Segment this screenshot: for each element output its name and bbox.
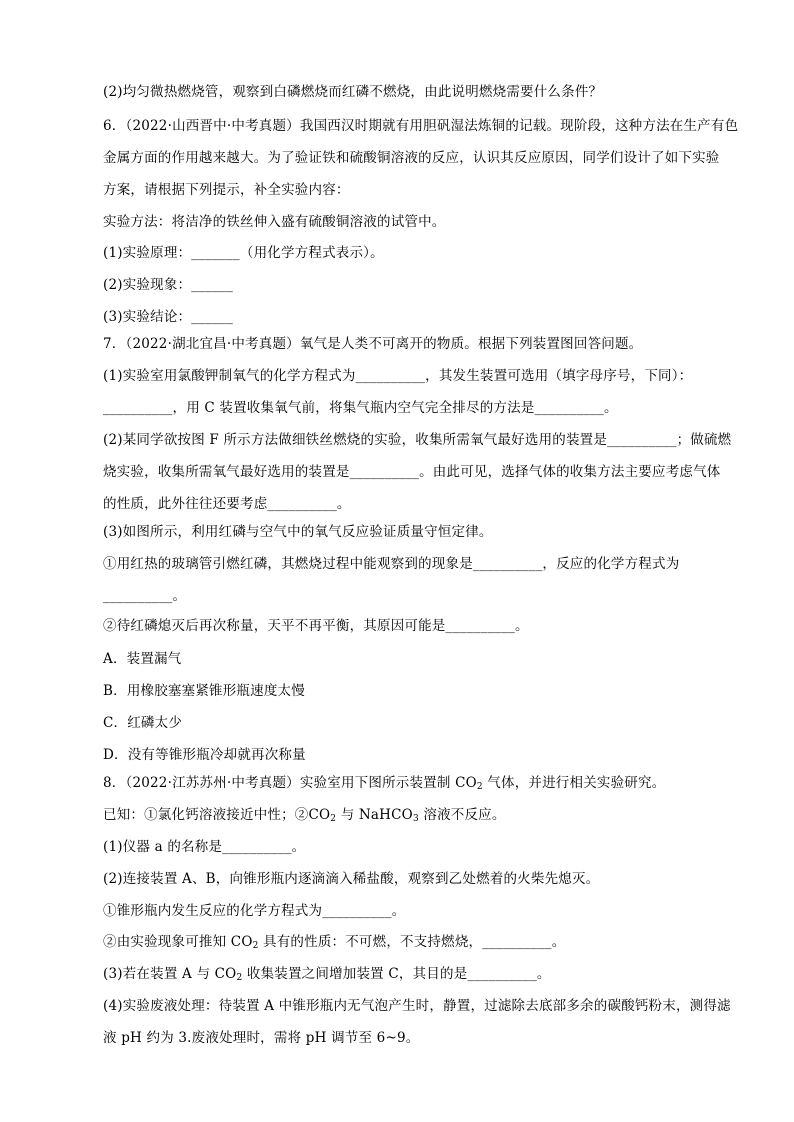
q7-part2-line1: (2)某同学欲按图 F 所示方法做细铁丝燃烧的实验，收集所需氧气最好选用的装置是__________；做硫燃	[103, 432, 732, 448]
q7-part3: (3)如图所示，利用红磷与空气中的氧气反应验证质量守恒定律。	[103, 524, 493, 540]
q6-method: 实验方法：将洁净的铁丝伸入盛有硫酸铜溶液的试管中。	[103, 214, 446, 230]
q6-intro-line1: 6．（2022·山西晋中·中考真题）我国西汉时期就有用胆矾湿法炼铜的记载。现阶段，这种方法在生产有色	[103, 118, 739, 134]
q7-part2-line3: 的性质，此外往往还要考虑__________。	[103, 496, 351, 512]
q8-part2-sub2: ②由实验现象可推知 $CO_2$ 具有的性质：不可燃，不支持燃烧，__________。	[103, 934, 566, 951]
q8-part2-sub1: ①锥形瓶内发生反应的化学方程式为__________。	[103, 903, 406, 919]
q6-part1: (1)实验原理：_______（用化学方程式表示）。	[103, 245, 384, 261]
q7-part3-sub2: ②待红磷熄灭后再次称量，天平不再平衡，其原因可能是__________。	[103, 618, 529, 634]
q8-part4-line2: 液 pH 约为 3.废液处理时，需将 pH 调节至 6~9。	[103, 1030, 420, 1046]
q6-intro-line3: 方案，请根据下列提示，补全实验内容：	[103, 182, 350, 198]
q7-option-b: B．用橡胶塞塞紧锥形瓶速度太慢	[103, 683, 305, 699]
q7-option-d: D．没有等锥形瓶冷却就再次称量	[103, 747, 306, 763]
q6-intro-line2: 金属方面的作用越来越大。为了验证铁和硫酸铜溶液的反应，认识其反应原因，同学们设计了如下实验	[103, 150, 720, 166]
q7-part2-line2: 烧实验，收集所需氧气最好选用的装置是__________。由此可见，选择气体的收集方法主要应考虑气体	[103, 464, 721, 480]
q7-part3-sub1-line2: __________。	[103, 588, 187, 604]
q7-part1-line1: (1)实验室用氯酸钾制氧气的化学方程式为__________，其发生装置可选用（填字母序号，下同）：	[103, 368, 693, 384]
q8-part4-line1: (4)实验废液处理：待装置 A 中锥形瓶内无气泡产生时，静置，过滤除去底部多余的碳酸钙粉末，测得滤	[103, 998, 731, 1014]
q8-part3: (3)若在装置 A 与 $CO_2$ 收集装置之间增加装置 C，其目的是__________。	[103, 966, 551, 983]
q7-intro: 7．（2022·湖北宜昌·中考真题）氧气是人类不可离开的物质。根据下列装置图回答问题。	[103, 336, 643, 352]
q7-part3-sub1-line1: ①用红热的玻璃管引燃红磷，其燃烧过程中能观察到的现象是__________，反应的化学方程式为	[103, 556, 680, 572]
q5-part2: (2)均匀微热燃烧管，观察到白磷燃烧而红磷不燃烧，由此说明燃烧需要什么条件？	[103, 84, 603, 100]
q7-option-a: A．装置漏气	[103, 651, 182, 667]
q7-part1-line2: __________，用 C 装置收集氧气前，将集气瓶内空气完全排尽的方法是__________。	[103, 400, 618, 416]
q8-part2: (2)连接装置 A、B，向锥形瓶内逐滴滴入稀盐酸，观察到乙处燃着的火柴先熄灭。	[103, 871, 600, 887]
q8-intro: 8．（2022·江苏苏州·中考真题）实验室用下图所示装置制 $CO_2$ 气体，并进行相关实验研究。	[103, 775, 666, 792]
q8-part1: (1)仪器 a 的名称是__________。	[103, 839, 306, 855]
q8-known: 已知：①氯化钙溶液接近中性；$②CO_2$ 与 NaHCO$_3$ 溶液不反应。	[103, 807, 506, 824]
q6-part3: (3)实验结论：______	[103, 309, 233, 325]
q7-option-c: C．红磷太少	[103, 715, 183, 731]
q6-part2: (2)实验现象：______	[103, 277, 233, 293]
